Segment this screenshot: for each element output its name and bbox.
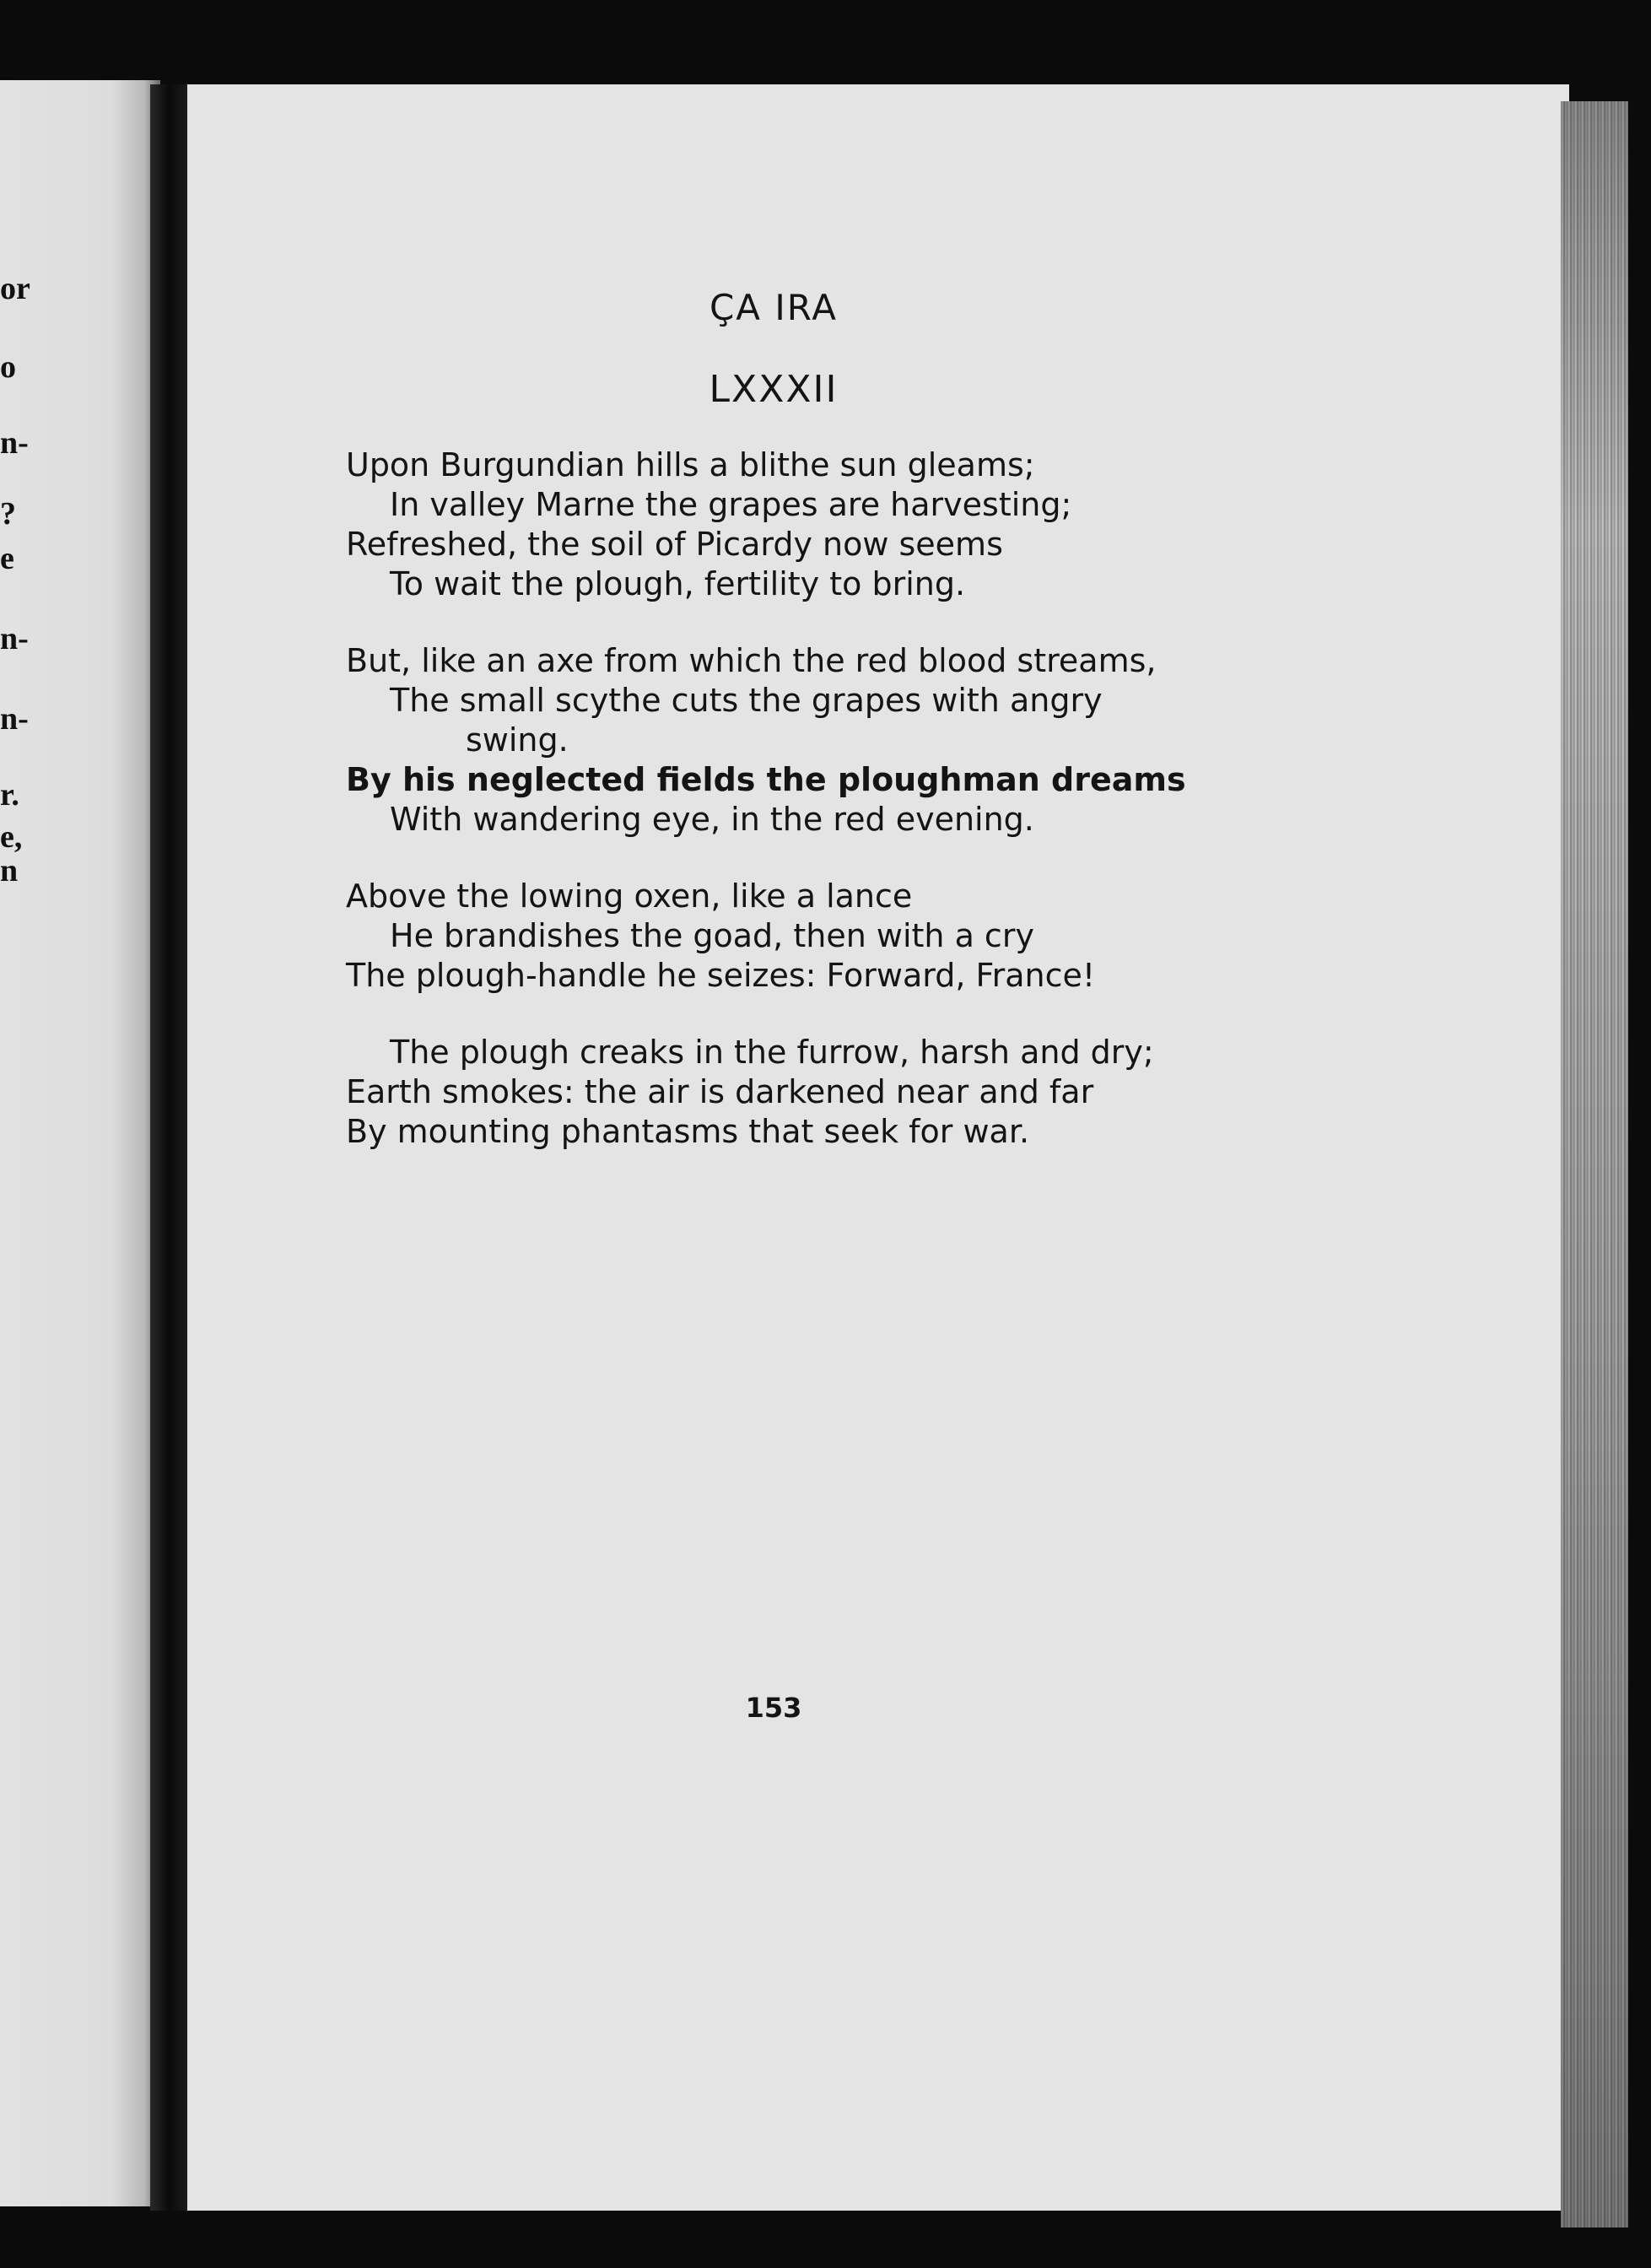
poem-line: Upon Burgundian hills a blithe sun gleams;	[346, 446, 1035, 483]
facing-page	[0, 80, 160, 2206]
facing-page-fragment: r.	[0, 777, 19, 813]
poem-line: Above the lowing oxen, like a lance	[346, 878, 913, 915]
poem-title: ÇA IRA	[709, 287, 838, 328]
poem-line: He brandishes the goad, then with a cry	[390, 917, 1034, 954]
section-numeral: LXXXII	[709, 368, 839, 411]
poem-line: Earth smokes: the air is darkened near and far	[346, 1073, 1094, 1110]
book-gutter	[150, 84, 187, 2211]
poem-line: swing.	[466, 721, 569, 759]
facing-page-fragment: n	[0, 853, 19, 888]
facing-page-fragment: o	[0, 349, 16, 385]
poem-line: By his neglected fields the ploughman dreams	[346, 761, 1186, 798]
stanza	[346, 1033, 1206, 1152]
poem-line: With wandering eye, in the red evening.	[390, 801, 1034, 838]
facing-page-fragment: n-	[0, 701, 29, 737]
poem-line: The small scythe cuts the grapes with angry	[390, 682, 1103, 719]
poem-line: The plough creaks in the furrow, harsh and dry;	[390, 1034, 1154, 1071]
facing-page-fragment: ?	[0, 496, 16, 532]
poem-line: In valley Marne the grapes are harvesting;	[390, 486, 1072, 523]
poem-line: The plough-handle he seizes: Forward, France!	[346, 957, 1096, 994]
facing-page-fragment: or	[0, 271, 30, 306]
poem-line: To wait the plough, fertility to bring.	[390, 565, 966, 602]
poem-line: By mounting phantasms that seek for war.	[346, 1113, 1030, 1150]
facing-page-fragment: e	[0, 541, 14, 576]
poem-body	[346, 446, 1206, 1189]
page-edges-shadow	[1561, 101, 1628, 2228]
poem-line: Refreshed, the soil of Picardy now seems	[346, 526, 1003, 563]
facing-page-fragment: n-	[0, 621, 29, 656]
poem-line: But, like an axe from which the red blood streams,	[346, 642, 1157, 679]
facing-page-fragment: e,	[0, 819, 23, 855]
stanza	[346, 641, 1206, 840]
page-number: 153	[745, 1692, 802, 1724]
stanza	[346, 446, 1206, 604]
stanza	[346, 877, 1206, 996]
facing-page-fragment: n-	[0, 425, 29, 461]
